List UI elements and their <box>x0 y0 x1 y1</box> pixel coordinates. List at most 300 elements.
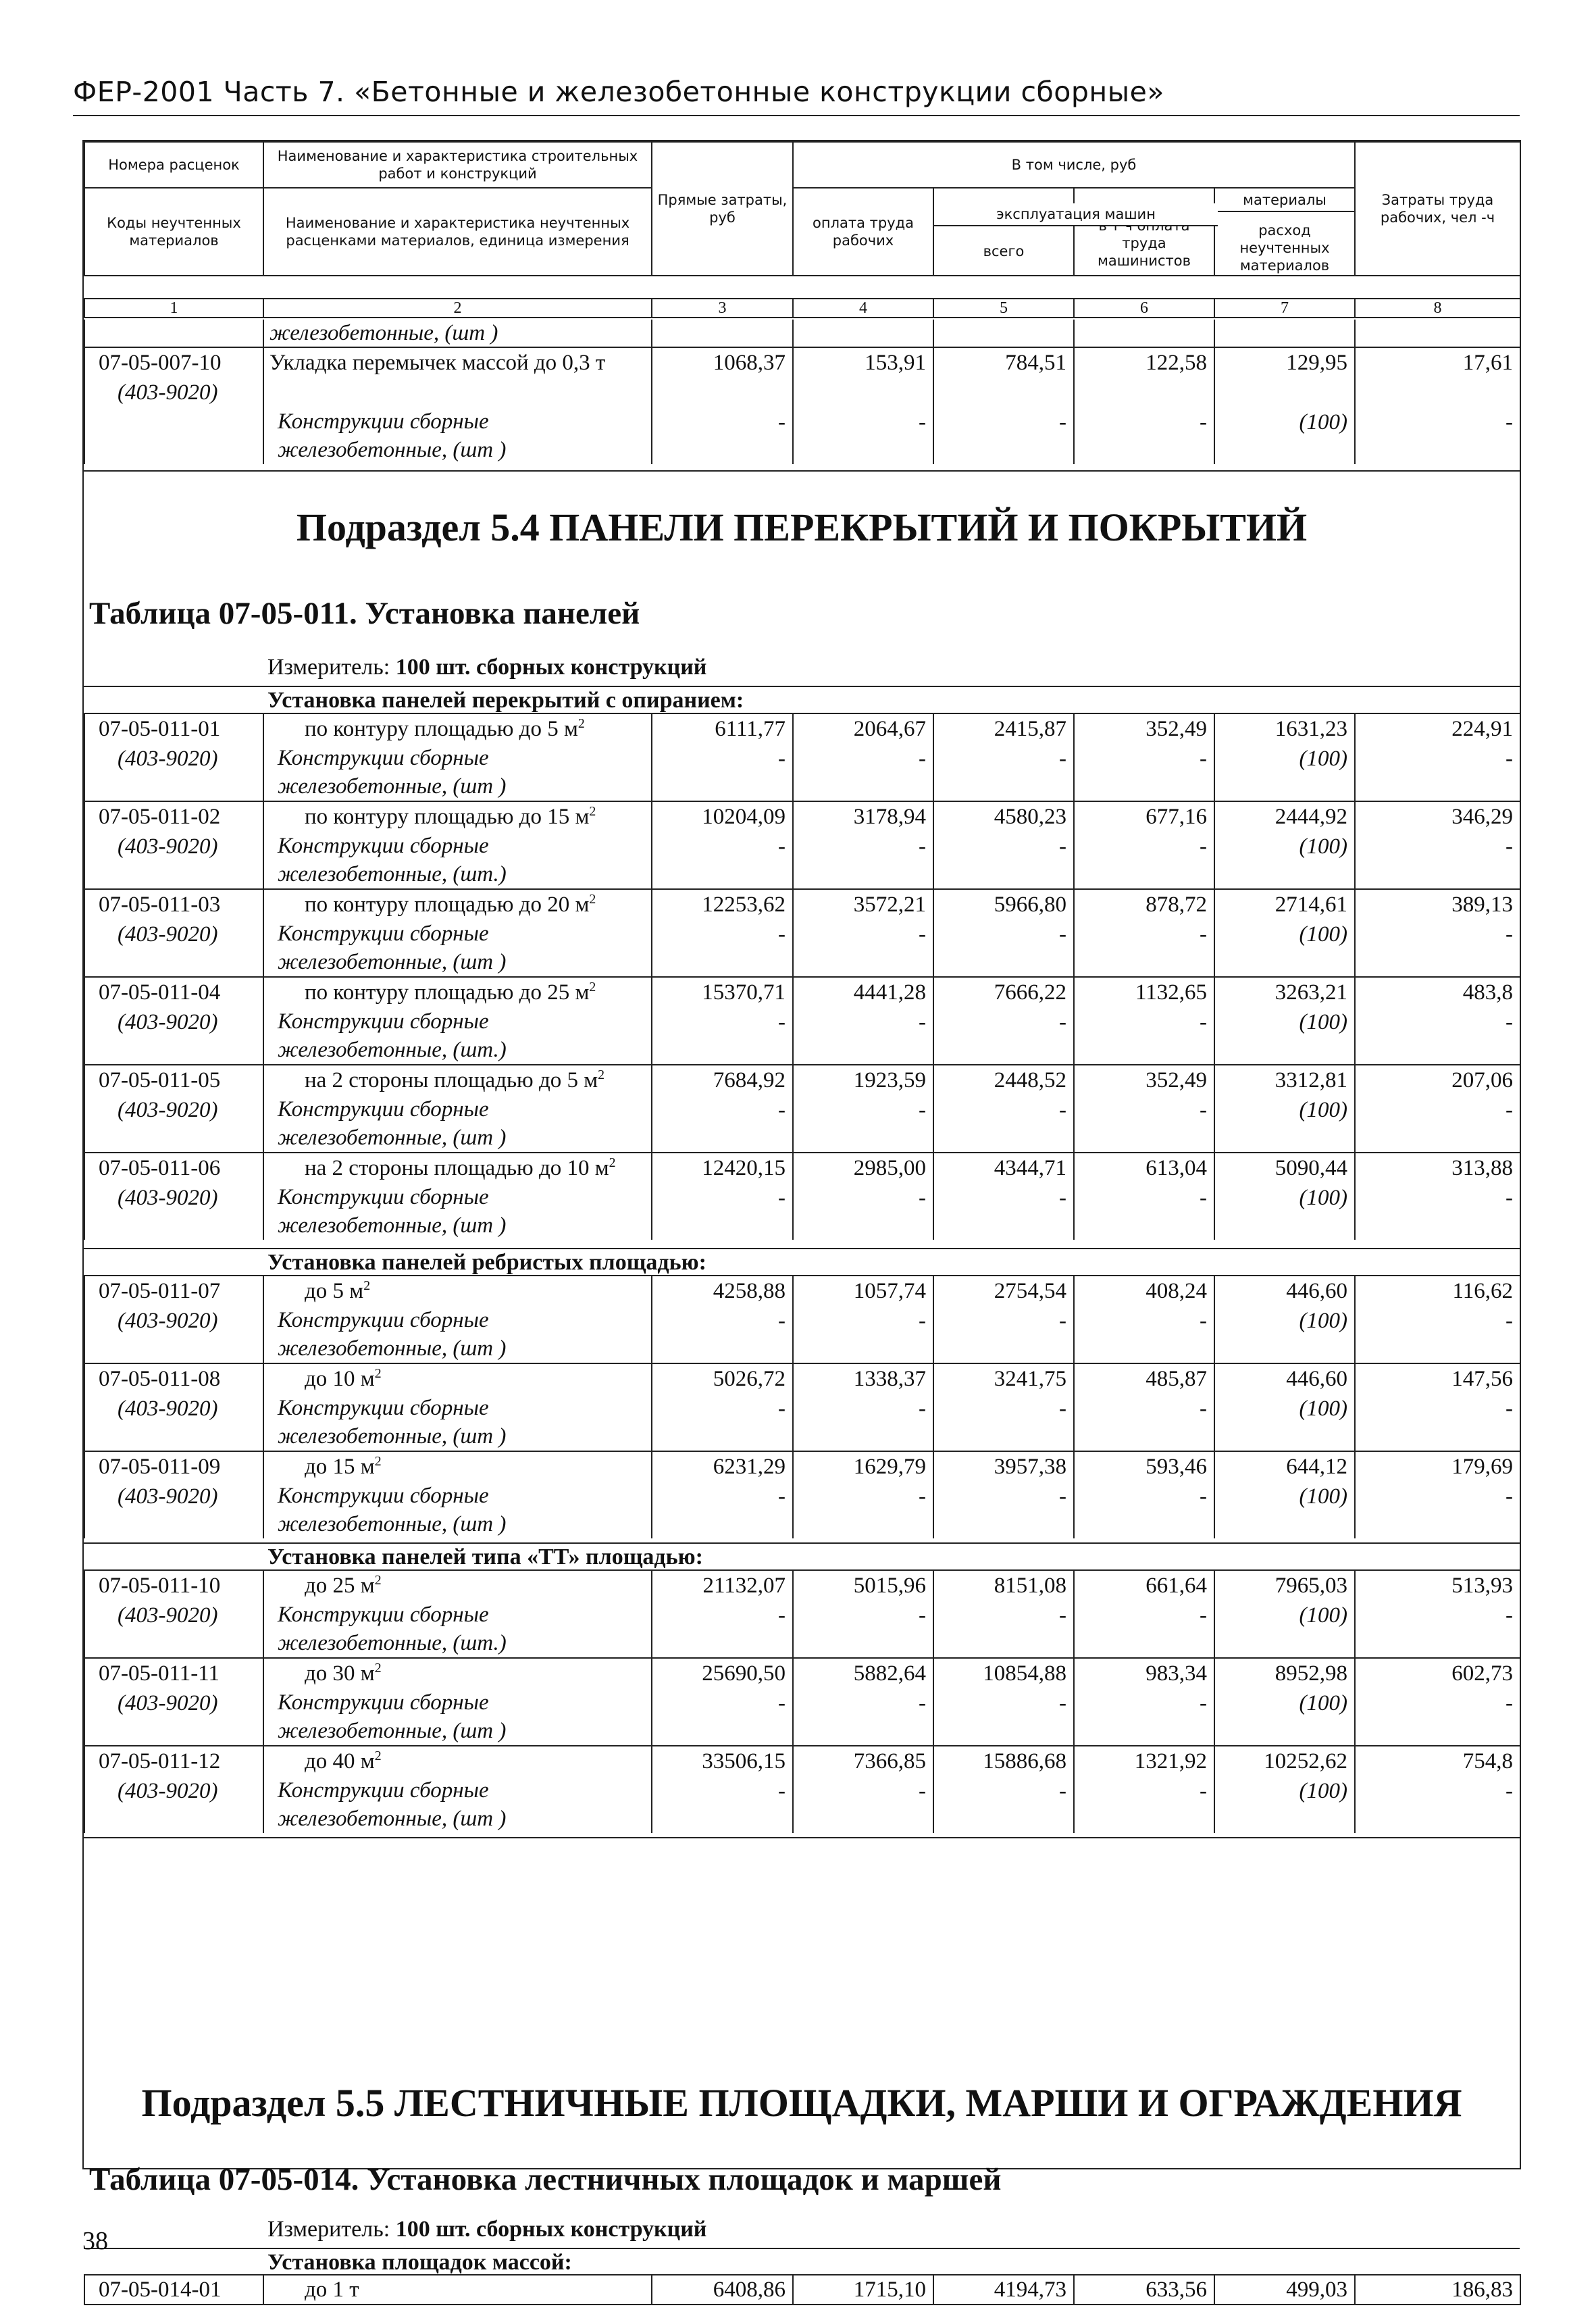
rate-description <box>263 1570 652 1601</box>
operator-wages: 1132,65 <box>1074 977 1214 1007</box>
materials: 129,95 <box>1214 347 1355 378</box>
wages: 1923,59 <box>793 1065 933 1095</box>
col-number-6: 6 <box>1074 299 1214 318</box>
rate-code: 07-05-007-10 <box>84 347 263 378</box>
mat-wages: - <box>793 1601 933 1658</box>
material-name: Конструкции сборные железобетонные, (шт ) <box>263 407 652 464</box>
rate-description <box>263 1276 652 1306</box>
mat-machines-total: - <box>933 1688 1074 1746</box>
table-row <box>84 977 1520 1007</box>
direct-costs: 5026,72 <box>652 1363 793 1394</box>
table-07-05-014-body <box>84 2274 1521 2305</box>
rate-code: 07-05-011-12 <box>84 1746 263 1776</box>
rate-description-text: до 30 м <box>305 1661 375 1686</box>
unit-exponent: 2 <box>374 1661 382 1676</box>
carry-over-text: железобетонные, (шт ) <box>263 320 652 347</box>
operator-wages: 352,49 <box>1074 1065 1214 1095</box>
machines-total: 4580,23 <box>933 801 1074 832</box>
direct-costs: 25690,50 <box>652 1658 793 1688</box>
machines-total: 3241,75 <box>933 1363 1074 1394</box>
wages: 5882,64 <box>793 1658 933 1688</box>
rate-description <box>263 1153 652 1183</box>
mat-materials: (100) <box>1214 1394 1355 1451</box>
mat-direct-costs: - <box>652 1183 793 1240</box>
rate-description <box>263 889 652 920</box>
col-number-4: 4 <box>793 299 933 318</box>
rate-code: 07-05-011-10 <box>84 1570 263 1601</box>
rate-description <box>263 1658 652 1688</box>
rates-table-frame <box>82 140 1521 2302</box>
mat-direct-costs: - <box>652 1095 793 1153</box>
table-row <box>84 801 1520 832</box>
material-row <box>84 744 1520 801</box>
rate-code: 07-05-011-09 <box>84 1451 263 1482</box>
mat-materials: (100) <box>1214 1183 1355 1240</box>
mat-wages: - <box>793 1776 933 1833</box>
rate-description <box>263 713 652 744</box>
col-header-including: В том числе, руб <box>793 142 1355 188</box>
continuation-end-rule <box>84 470 1520 472</box>
mat-wages: - <box>793 920 933 977</box>
material-code: (403-9020) <box>84 378 263 407</box>
rate-description-text: по контуру площадью до 5 м <box>305 717 578 741</box>
sub-header-machines: эксплуатация машин <box>934 203 1218 226</box>
material-code: (403-9020) <box>84 1183 263 1240</box>
meter-value: 100 шт. сборных конструкций <box>395 655 707 680</box>
rate-description <box>263 347 652 407</box>
unit-exponent: 2 <box>374 1573 382 1588</box>
rate-code: 07-05-011-04 <box>84 977 263 1007</box>
material-row <box>84 1183 1520 1240</box>
col-number-7: 7 <box>1214 299 1355 318</box>
rate-description <box>263 1065 652 1095</box>
unit-exponent: 2 <box>374 1454 382 1469</box>
wages: 3572,21 <box>793 889 933 920</box>
material-name: Конструкции сборные железобетонные, (шт.) <box>263 832 652 889</box>
materials: 3263,21 <box>1214 977 1355 1007</box>
mat-wages: - <box>793 1095 933 1153</box>
operator-wages: 352,49 <box>1074 713 1214 744</box>
mat-labor-hours: - <box>1355 832 1520 889</box>
mat-wages: - <box>793 1306 933 1363</box>
mat-wages: - <box>793 407 933 464</box>
material-row <box>84 1482 1520 1538</box>
group-heading-text: Установка площадок массой: <box>267 2250 572 2275</box>
wages: 1338,37 <box>793 1363 933 1394</box>
unit-exponent: 2 <box>374 1749 382 1763</box>
materials: 499,03 <box>1214 2275 1355 2305</box>
wages: 1057,74 <box>793 1276 933 1306</box>
direct-costs: 10204,09 <box>652 801 793 832</box>
mat-direct-costs: - <box>652 920 793 977</box>
rate-description-text: по контуру площадью до 15 м <box>305 805 590 829</box>
operator-wages: 593,46 <box>1074 1451 1214 1482</box>
direct-costs: 6231,29 <box>652 1451 793 1482</box>
mat-direct-costs: - <box>652 1007 793 1065</box>
group-heading <box>84 1248 1520 1276</box>
mat-labor-hours: - <box>1355 1776 1520 1833</box>
col-header-materials <box>1214 188 1355 276</box>
col-header-name-top: Наименование и характеристика строительных работ и конструкций <box>263 142 652 188</box>
mat-labor-hours: - <box>1355 407 1520 464</box>
rate-description-text: по контуру площадью до 20 м <box>305 892 590 917</box>
mat-direct-costs: - <box>652 1776 793 1833</box>
rate-description-text: до 10 м <box>305 1367 375 1391</box>
material-row <box>84 1688 1520 1746</box>
material-code: (403-9020) <box>84 1394 263 1451</box>
section-title-5-4: Подраздел 5.4 ПАНЕЛИ ПЕРЕКРЫТИЙ И ПОКРЫТИЙ <box>296 505 1308 549</box>
table-row <box>84 1658 1520 1688</box>
direct-costs: 33506,15 <box>652 1746 793 1776</box>
mat-operator-wages: - <box>1074 1776 1214 1833</box>
group-heading-text: Установка панелей перекрытий с опиранием: <box>267 688 744 713</box>
wages: 7366,85 <box>793 1746 933 1776</box>
col-number-5: 5 <box>933 299 1074 318</box>
machines-total: 2754,54 <box>933 1276 1074 1306</box>
material-code: (403-9020) <box>84 832 263 889</box>
materials: 2714,61 <box>1214 889 1355 920</box>
mat-operator-wages: - <box>1074 832 1214 889</box>
material-code: (403-9020) <box>84 1306 263 1363</box>
mat-labor-hours: - <box>1355 920 1520 977</box>
group-heading-text: Установка панелей ребристых площадью: <box>267 1250 706 1275</box>
mat-machines-total: - <box>933 1394 1074 1451</box>
material-name: Конструкции сборные железобетонные, (шт ) <box>263 1394 652 1451</box>
material-name: Конструкции сборные железобетонные, (шт ) <box>263 1095 652 1153</box>
col-header-operator-wages <box>1074 188 1214 276</box>
rate-code: 07-05-011-06 <box>84 1153 263 1183</box>
meter-line-2 <box>267 2217 706 2242</box>
direct-costs: 4258,88 <box>652 1276 793 1306</box>
group-heading <box>84 1542 1520 1571</box>
rate-description-text: Укладка перемычек массой до 0,3 т <box>269 351 606 375</box>
machines-total: 4194,73 <box>933 2275 1074 2305</box>
mat-direct-costs: - <box>652 1688 793 1746</box>
labor-hours: 346,29 <box>1355 801 1520 832</box>
material-code: (403-9020) <box>84 1095 263 1153</box>
group-heading-text: Установка панелей типа «ТТ» площадью: <box>267 1544 703 1569</box>
direct-costs: 21132,07 <box>652 1570 793 1601</box>
material-code: (403-9020) <box>84 1688 263 1746</box>
mat-wages: - <box>793 1482 933 1538</box>
mat-wages: - <box>793 1007 933 1065</box>
section-title-5-5: Подраздел 5.5 ЛЕСТНИЧНЫЕ ПЛОЩАДКИ, МАРШИ И ОГРАЖДЕНИЯ <box>141 2081 1462 2125</box>
col-header-operator-wages-label: труда машинистов <box>1098 234 1191 270</box>
rate-description-text: по контуру площадью до 25 м <box>305 980 590 1005</box>
wages: 5015,96 <box>793 1570 933 1601</box>
material-name: Конструкции сборные железобетонные, (шт ) <box>263 744 652 801</box>
mat-machines-total: - <box>933 1306 1074 1363</box>
direct-costs: 6408,86 <box>652 2275 793 2305</box>
labor-hours: 602,73 <box>1355 1658 1520 1688</box>
rate-code: 07-05-014-01 <box>84 2275 263 2305</box>
table-header <box>84 141 1521 276</box>
operator-wages: 677,16 <box>1074 801 1214 832</box>
mat-machines-total: - <box>933 1601 1074 1658</box>
mat-labor-hours: - <box>1355 1007 1520 1065</box>
mat-operator-wages: - <box>1074 744 1214 801</box>
labor-hours: 483,8 <box>1355 977 1520 1007</box>
mat-labor-hours: - <box>1355 1306 1520 1363</box>
unit-exponent: 2 <box>609 1155 616 1170</box>
rate-code: 07-05-011-07 <box>84 1276 263 1306</box>
mat-materials: (100) <box>1214 744 1355 801</box>
operator-wages: 1321,92 <box>1074 1746 1214 1776</box>
direct-costs: 15370,71 <box>652 977 793 1007</box>
mat-labor-hours: - <box>1355 1688 1520 1746</box>
material-name: Конструкции сборные железобетонные, (шт ) <box>263 1183 652 1240</box>
labor-hours: 513,93 <box>1355 1570 1520 1601</box>
machines-total: 10854,88 <box>933 1658 1074 1688</box>
unit-exponent: 2 <box>598 1067 605 1082</box>
meter-value-2: 100 шт. сборных конструкций <box>395 2217 707 2242</box>
unit-exponent: 2 <box>589 892 596 907</box>
rate-description: до 1 т <box>263 2275 652 2305</box>
mat-wages: - <box>793 744 933 801</box>
machines-total: 2415,87 <box>933 713 1074 744</box>
materials: 446,60 <box>1214 1276 1355 1306</box>
wages: 4441,28 <box>793 977 933 1007</box>
wages: 2064,67 <box>793 713 933 744</box>
group-heading-platforms <box>84 2248 1520 2276</box>
meter-label: Измеритель: <box>267 655 390 680</box>
labor-hours: 179,69 <box>1355 1451 1520 1482</box>
mat-machines-total: - <box>933 920 1074 977</box>
materials: 8952,98 <box>1214 1658 1355 1688</box>
rate-group <box>84 1569 1521 1833</box>
direct-costs: 7684,92 <box>652 1065 793 1095</box>
unit-exponent: 2 <box>374 1366 382 1381</box>
mat-machines-total: - <box>933 744 1074 801</box>
material-row <box>84 1095 1520 1153</box>
operator-wages: 633,56 <box>1074 2275 1214 2305</box>
table-title-07-05-014: Таблица 07-05-014. Установка лестничных площадок и маршей <box>89 2162 1002 2197</box>
material-row <box>84 1394 1520 1451</box>
col-header-wages: оплата труда рабочих <box>793 188 933 276</box>
material-row <box>84 1601 1520 1658</box>
wages: 1715,10 <box>793 2275 933 2305</box>
mat-operator-wages: - <box>1074 407 1214 464</box>
rate-code: 07-05-011-02 <box>84 801 263 832</box>
machines-total: 8151,08 <box>933 1570 1074 1601</box>
mat-operator-wages: - <box>1074 1482 1214 1538</box>
mat-materials: (100) <box>1214 1688 1355 1746</box>
material-name: Конструкции сборные железобетонные, (шт ) <box>263 1306 652 1363</box>
labor-hours: 313,88 <box>1355 1153 1520 1183</box>
rate-description-text: до 15 м <box>305 1455 375 1479</box>
direct-costs: 6111,77 <box>652 713 793 744</box>
col-header-labor: Затраты труда рабочих, чел -ч <box>1355 142 1520 276</box>
rate-description-text: на 2 стороны площадью до 5 м <box>305 1068 598 1092</box>
material-code: (403-9020) <box>84 1007 263 1065</box>
mat-direct-costs: - <box>652 832 793 889</box>
mat-labor-hours: - <box>1355 1183 1520 1240</box>
mat-materials: (100) <box>1214 407 1355 464</box>
table-row <box>84 1276 1520 1306</box>
mat-materials: (100) <box>1214 1776 1355 1833</box>
material-name: Конструкции сборные железобетонные, (шт ) <box>263 1688 652 1746</box>
mat-labor-hours: - <box>1355 1095 1520 1153</box>
col-number-8: 8 <box>1355 299 1520 318</box>
mat-direct-costs: - <box>652 1306 793 1363</box>
mat-operator-wages: - <box>1074 1183 1214 1240</box>
material-code: (403-9020) <box>84 1776 263 1833</box>
header-rule <box>73 115 1520 116</box>
group-heading <box>84 686 1520 714</box>
rate-code: 07-05-011-08 <box>84 1363 263 1394</box>
machines-total: 784,51 <box>933 347 1074 378</box>
machines-total: 7666,22 <box>933 977 1074 1007</box>
rate-description <box>263 1451 652 1482</box>
rate-code: 07-05-011-11 <box>84 1658 263 1688</box>
table-row <box>84 889 1520 920</box>
unit-exponent: 2 <box>577 716 585 731</box>
machines-total: 15886,68 <box>933 1746 1074 1776</box>
material-row <box>84 1007 1520 1065</box>
table-row <box>84 1065 1520 1095</box>
operator-wages: 408,24 <box>1074 1276 1214 1306</box>
material-row <box>84 1776 1520 1833</box>
labor-hours: 116,62 <box>1355 1276 1520 1306</box>
mat-machines-total: - <box>933 1095 1074 1153</box>
rate-group <box>84 713 1521 1240</box>
material-row <box>84 920 1520 977</box>
materials: 10252,62 <box>1214 1746 1355 1776</box>
labor-hours: 147,56 <box>1355 1363 1520 1394</box>
mat-machines-total: - <box>933 832 1074 889</box>
table-row <box>84 713 1520 744</box>
rate-code: 07-05-011-03 <box>84 889 263 920</box>
material-code: (403-9020) <box>84 744 263 801</box>
wages: 153,91 <box>793 347 933 378</box>
wages: 1629,79 <box>793 1451 933 1482</box>
col-number-3: 3 <box>652 299 793 318</box>
page-header: ФЕР-2001 Часть 7. «Бетонные и железобетонные конструкции сборные» <box>73 76 1164 108</box>
rate-code: 07-05-011-05 <box>84 1065 263 1095</box>
material-name: Конструкции сборные железобетонные, (шт ) <box>263 1776 652 1833</box>
col-header-materials-usage: расход неучтенных материалов <box>1239 222 1330 274</box>
mat-labor-hours: - <box>1355 1482 1520 1538</box>
materials: 3312,81 <box>1214 1065 1355 1095</box>
mat-operator-wages: - <box>1074 1394 1214 1451</box>
rate-description <box>263 977 652 1007</box>
mat-labor-hours: - <box>1355 1601 1520 1658</box>
materials: 5090,44 <box>1214 1153 1355 1183</box>
col-header-name-bottom: Наименование и характеристика неучтенных расценками материалов, единица измерения <box>263 188 652 276</box>
mat-materials: (100) <box>1214 1007 1355 1065</box>
mat-materials: (100) <box>1214 1601 1355 1658</box>
mat-wages: - <box>793 1688 933 1746</box>
mat-wages: - <box>793 1183 933 1240</box>
operator-wages: 613,04 <box>1074 1153 1214 1183</box>
table-row <box>84 1746 1520 1776</box>
mat-materials: (100) <box>1214 1306 1355 1363</box>
operator-wages: 122,58 <box>1074 347 1214 378</box>
labor-hours: 186,83 <box>1355 2275 1520 2305</box>
rate-description-text: до 40 м <box>305 1749 375 1774</box>
operator-wages: 983,34 <box>1074 1658 1214 1688</box>
col-header-total: всего <box>983 243 1025 259</box>
material-code: (403-9020) <box>84 1601 263 1658</box>
materials: 7965,03 <box>1214 1570 1355 1601</box>
rate-description-text: до 25 м <box>305 1574 375 1598</box>
table-row <box>84 1451 1520 1482</box>
mat-operator-wages: - <box>1074 1007 1214 1065</box>
table-end-rule <box>84 1837 1520 1838</box>
table-row <box>84 1153 1520 1183</box>
rate-description <box>263 1746 652 1776</box>
table-row <box>84 1570 1520 1601</box>
mat-direct-costs: - <box>652 1482 793 1538</box>
material-row <box>84 832 1520 889</box>
mat-wages: - <box>793 1394 933 1451</box>
mat-machines-total: - <box>933 1183 1074 1240</box>
material-code: (403-9020) <box>84 920 263 977</box>
operator-wages: 485,87 <box>1074 1363 1214 1394</box>
direct-costs: 12253,62 <box>652 889 793 920</box>
materials: 1631,23 <box>1214 713 1355 744</box>
materials: 446,60 <box>1214 1363 1355 1394</box>
unit-exponent: 2 <box>589 980 596 995</box>
labor-hours: 224,91 <box>1355 713 1520 744</box>
rate-description-text: на 2 стороны площадью до 10 м <box>305 1156 609 1180</box>
material-name: Конструкции сборные железобетонные, (шт.) <box>263 1601 652 1658</box>
mat-operator-wages: - <box>1074 1306 1214 1363</box>
unit-exponent: 2 <box>363 1278 371 1293</box>
direct-costs: 1068,37 <box>652 347 793 378</box>
mat-operator-wages: - <box>1074 1688 1214 1746</box>
col-number-1: 1 <box>84 299 263 318</box>
mat-direct-costs: - <box>652 744 793 801</box>
operator-wages: 878,72 <box>1074 889 1214 920</box>
rate-description <box>263 801 652 832</box>
continuation-block <box>84 320 1521 464</box>
rate-description-text: до 5 м <box>305 1279 364 1303</box>
mat-direct-costs: - <box>652 1394 793 1451</box>
mat-materials: (100) <box>1214 832 1355 889</box>
mat-labor-hours: - <box>1355 744 1520 801</box>
material-row <box>84 1306 1520 1363</box>
machines-total: 4344,71 <box>933 1153 1074 1183</box>
machines-total: 5966,80 <box>933 889 1074 920</box>
labor-hours: 207,06 <box>1355 1065 1520 1095</box>
unit-exponent: 2 <box>589 804 596 819</box>
material-code: (403-9020) <box>84 1482 263 1538</box>
mat-machines-total: - <box>933 1776 1074 1833</box>
mat-materials: (100) <box>1214 920 1355 977</box>
material-name: Конструкции сборные железобетонные, (шт ) <box>263 920 652 977</box>
mat-wages: - <box>793 832 933 889</box>
sub-header-materials: материалы <box>1215 189 1354 212</box>
col-header-codes-top: Номера расценок <box>84 142 263 188</box>
materials: 644,12 <box>1214 1451 1355 1482</box>
table-row <box>84 1363 1520 1394</box>
wages: 2985,00 <box>793 1153 933 1183</box>
labor-hours: 17,61 <box>1355 347 1520 378</box>
rate-group <box>84 1275 1521 1538</box>
direct-costs: 12420,15 <box>652 1153 793 1183</box>
meter-line <box>267 655 706 680</box>
mat-materials: (100) <box>1214 1482 1355 1538</box>
page-number: 38 <box>82 2227 108 2255</box>
mat-machines-total: - <box>933 1482 1074 1538</box>
mat-machines-total: - <box>933 1007 1074 1065</box>
mat-operator-wages: - <box>1074 1601 1214 1658</box>
mat-materials: (100) <box>1214 1095 1355 1153</box>
meter-label-2: Измеритель: <box>267 2217 390 2242</box>
mat-direct-costs: - <box>652 407 793 464</box>
material-name: Конструкции сборные железобетонные, (шт.) <box>263 1007 652 1065</box>
